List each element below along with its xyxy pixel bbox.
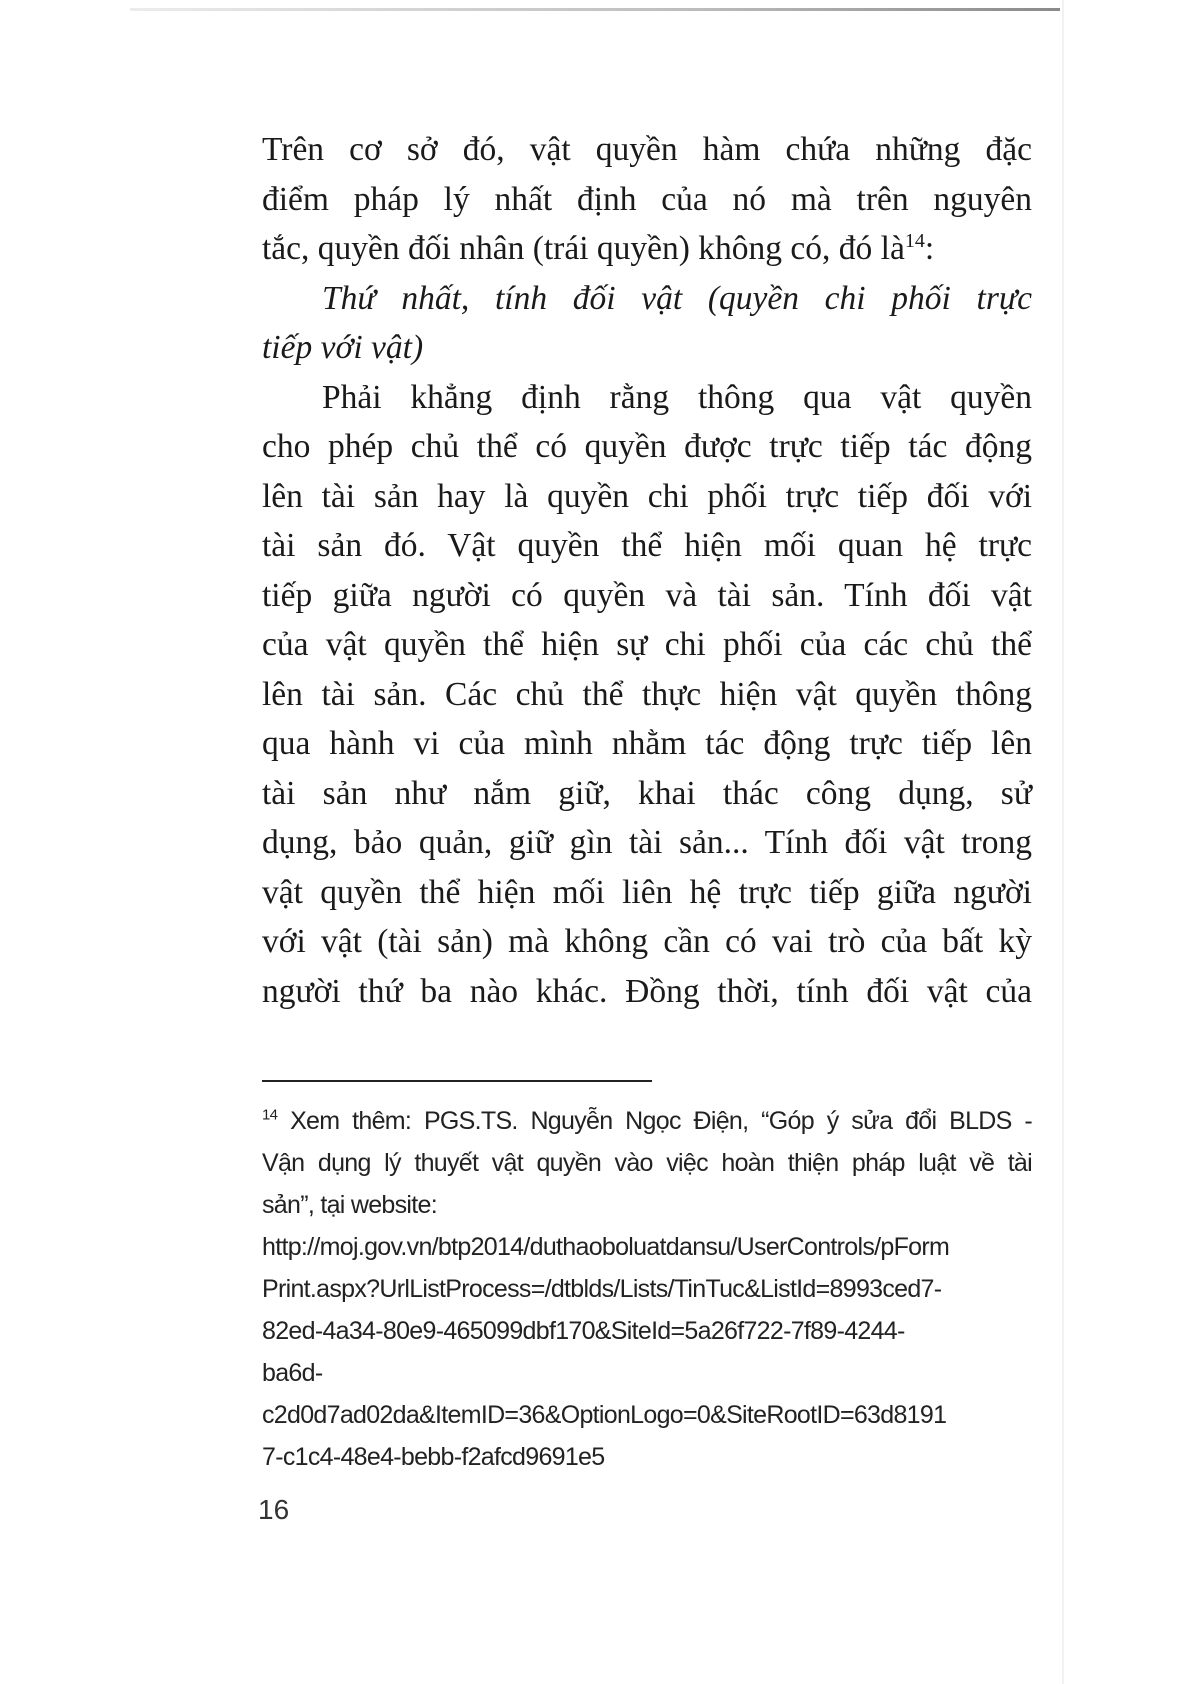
text-line: của vật quyền thể hiện sự chi phối của các chủ thể xyxy=(262,626,1032,663)
text-line-tail: : xyxy=(924,230,935,267)
paragraph-body xyxy=(262,373,1032,1017)
text-line: với vật (tài sản) mà không cần có vai trò của bất kỳ xyxy=(262,923,1032,960)
footnote-divider xyxy=(262,1080,652,1082)
footnote-url-line[interactable]: c2d0d7ad02da&ItemID=36&OptionLogo=0&SiteRootID=63d8191 xyxy=(262,1401,947,1429)
section-heading xyxy=(262,274,1032,373)
text-line: tài sản đó. Vật quyền thể hiện mối quan hệ trực xyxy=(262,527,1032,564)
text-line: Trên cơ sở đó, vật quyền hàm chứa những đặc xyxy=(262,131,1032,168)
text-line: tài sản như nắm giữ, khai thác công dụng, sử xyxy=(262,774,1032,812)
footnote-url-line[interactable]: 82ed-4a34-80e9-465099dbf170&SiteId=5a26f722-7f89-4244- xyxy=(262,1317,905,1345)
page-body xyxy=(262,125,1032,1016)
text-line: vật quyền thể hiện mối liên hệ trực tiếp giữa người xyxy=(262,873,1032,911)
text-line: dụng, bảo quản, giữ gìn tài sản... Tính đối vật trong xyxy=(262,824,1032,861)
paragraph-intro xyxy=(262,125,1032,274)
footnote-number: 14 xyxy=(262,1106,278,1124)
footnote-url-line[interactable]: 7-c1c4-48e4-bebb-f2afcd9691e5 xyxy=(262,1443,605,1471)
footnote-text: Xem thêm: PGS.TS. Nguyễn Ngọc Điện, “Góp ý sửa đổi BLDS - xyxy=(290,1107,1033,1135)
text-line: người thứ ba nào khác. Đồng thời, tính đối vật của xyxy=(262,972,1032,1010)
text-line: cho phép chủ thể có quyền được trực tiếp tác động xyxy=(262,428,1032,465)
footnote-line: sản”, tại website: xyxy=(262,1191,437,1219)
text-line: qua hành vi của mình nhằm tác động trực tiếp lên xyxy=(262,725,1032,762)
text-line: điểm pháp lý nhất định của nó mà trên nguyên xyxy=(262,180,1032,218)
page-number: 16 xyxy=(258,1494,290,1525)
footnote-url-line[interactable]: ba6d- xyxy=(262,1359,323,1387)
footnote-line xyxy=(262,1100,1032,1142)
footnote-url-line[interactable]: Print.aspx?UrlListProcess=/dtblds/Lists/TinTuc&ListId=8993ced7- xyxy=(262,1275,942,1303)
text-line: lên tài sản hay là quyền chi phối trực tiếp đối với xyxy=(262,477,1032,515)
scan-edge-top xyxy=(130,8,1060,11)
footnote-line: Vận dụng lý thuyết vật quyền vào việc hoàn thiện pháp luật về tài xyxy=(262,1149,1032,1177)
text-line-content: tắc, quyền đối nhân (trái quyền) không có, đó là xyxy=(262,230,905,267)
footnote-reference[interactable]: 14 xyxy=(904,229,925,252)
scan-edge-right xyxy=(1062,0,1064,1684)
text-line xyxy=(262,224,1032,274)
heading-line: tiếp với vật) xyxy=(262,329,424,366)
text-line: Phải khẳng định rằng thông qua vật quyền xyxy=(322,378,1032,416)
text-line: tiếp giữa người có quyền và tài sản. Tính đối vật xyxy=(262,576,1032,614)
heading-line: Thứ nhất, tính đối vật (quyền chi phối trực xyxy=(322,279,1032,317)
footnote xyxy=(262,1100,1032,1478)
text-line: lên tài sản. Các chủ thể thực hiện vật quyền thông xyxy=(262,675,1032,713)
footnote-url-line[interactable]: http://moj.gov.vn/btp2014/duthaoboluatdansu/UserControls/pForm xyxy=(262,1233,950,1261)
